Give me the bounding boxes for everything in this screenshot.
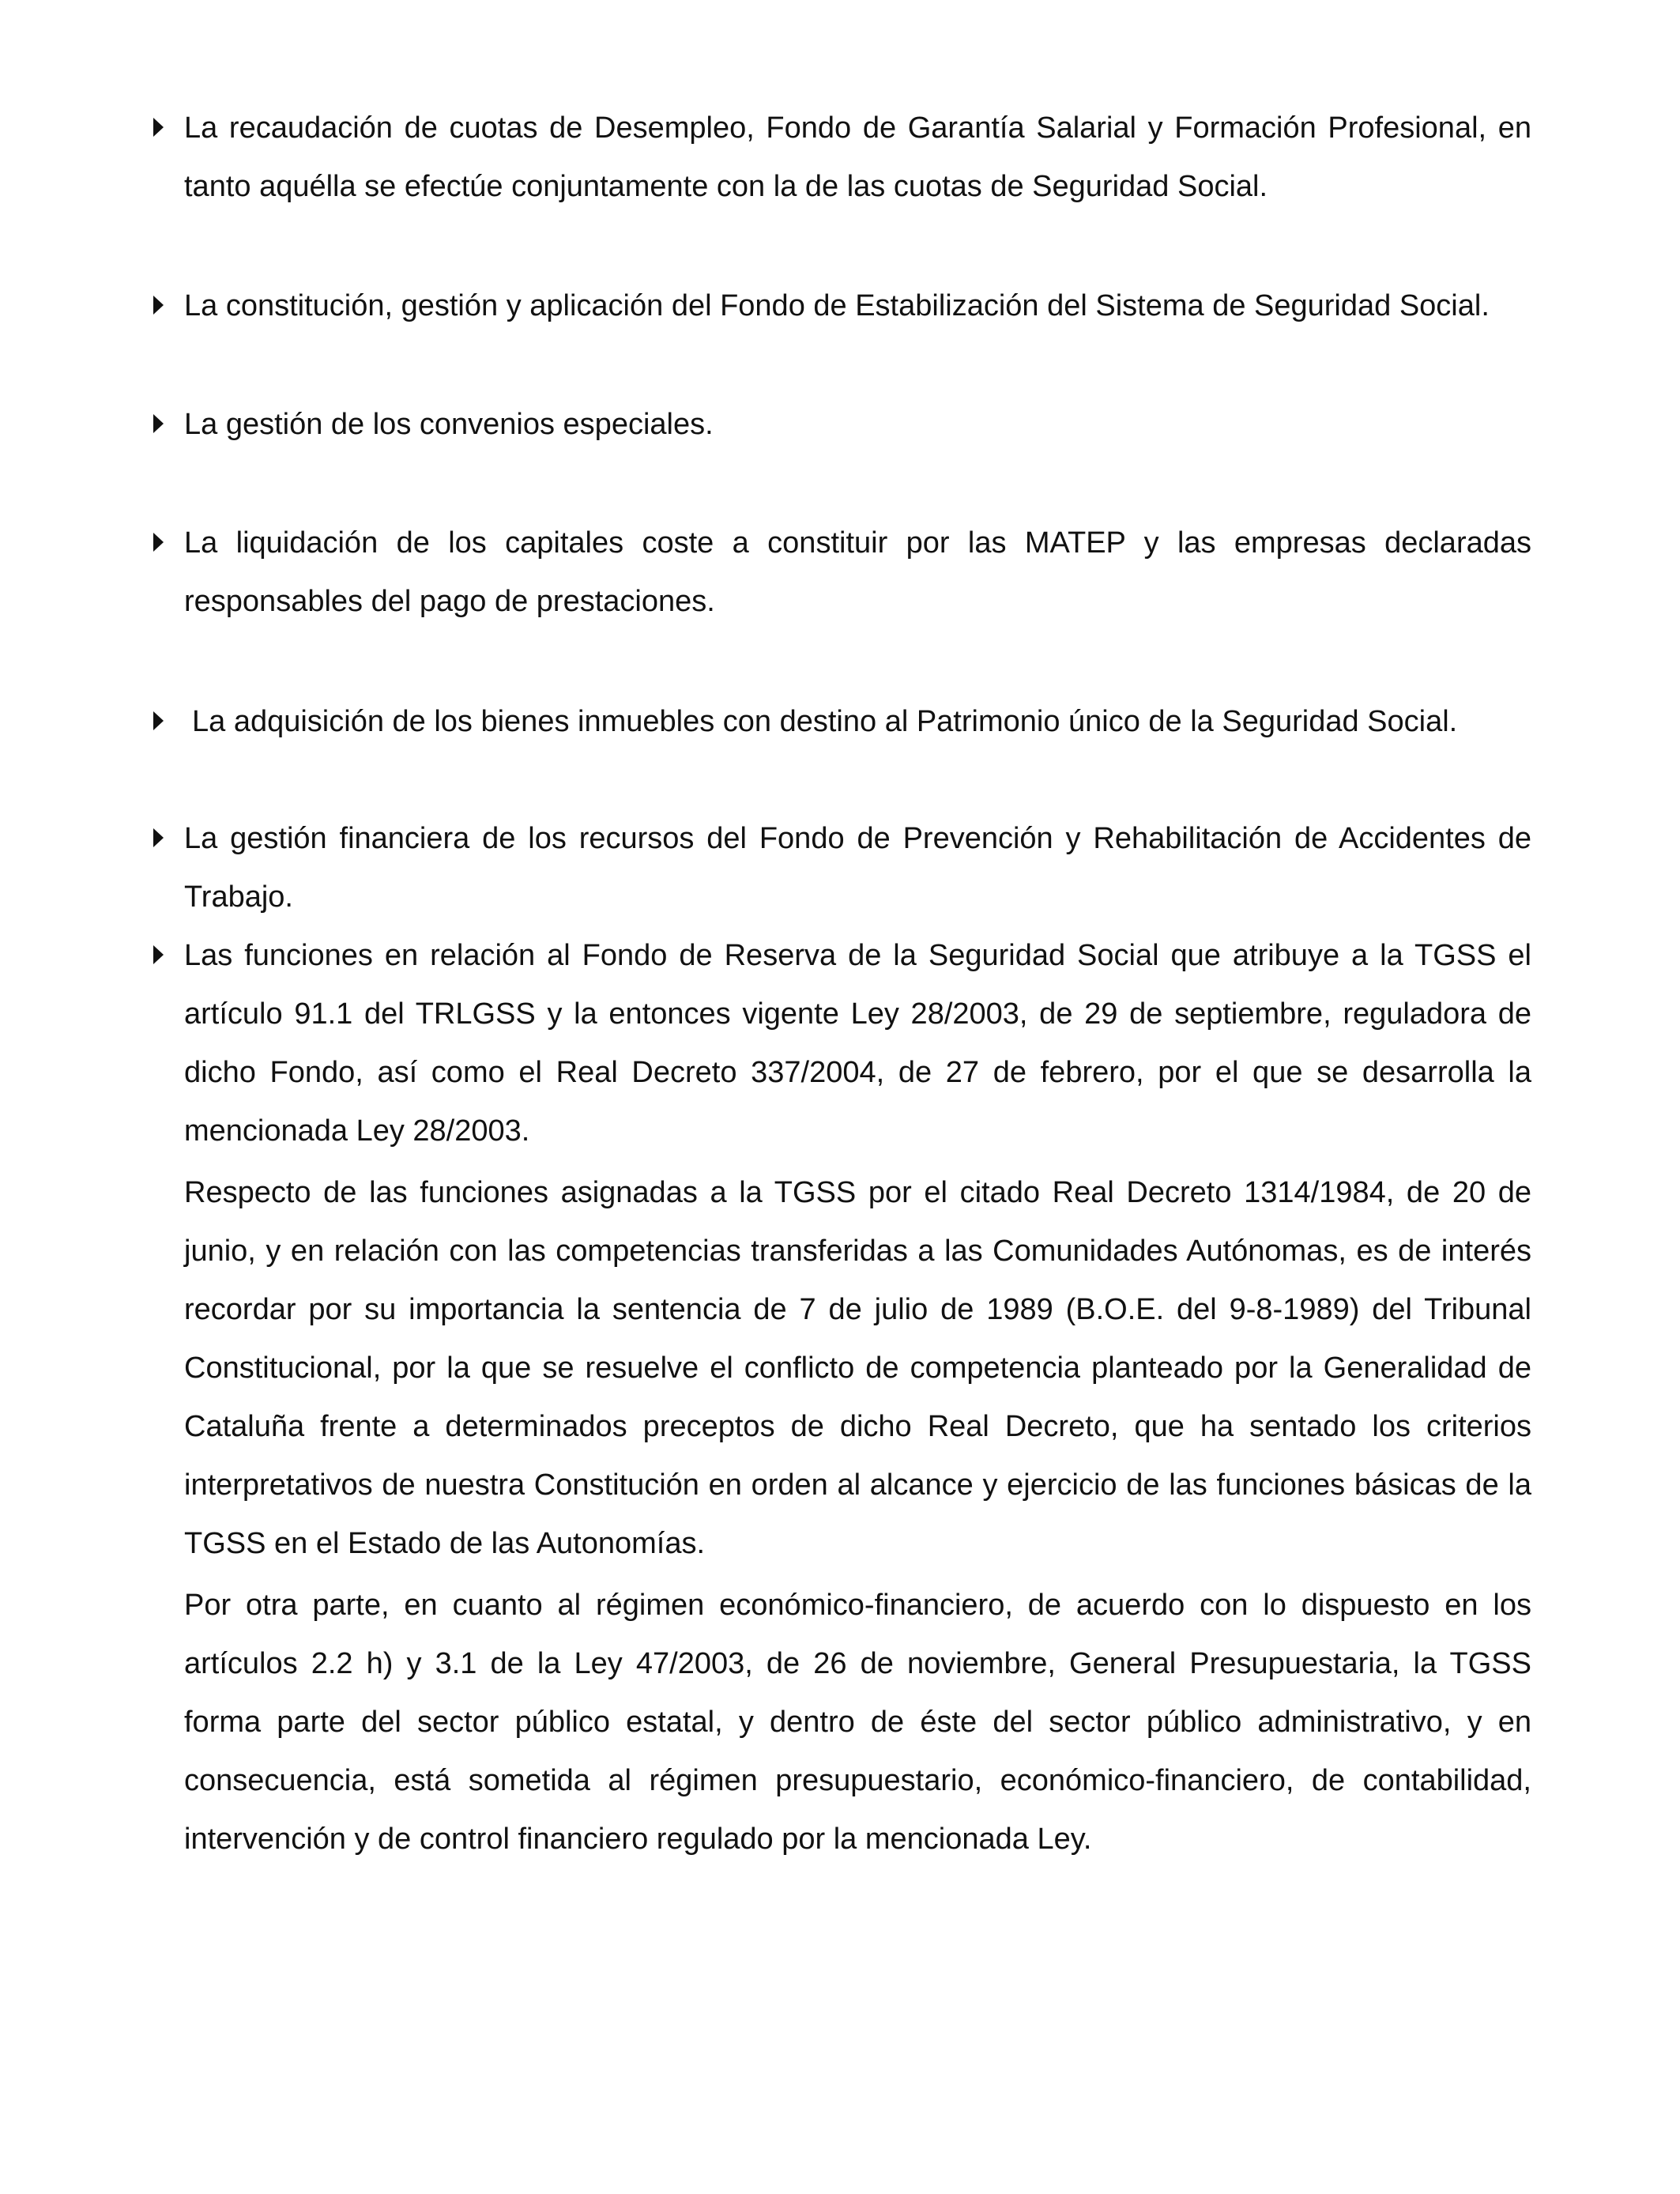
bullet-item-fondo-estabilizacion <box>156 277 1531 335</box>
bullet-text: Las funciones en relación al Fondo de Reserva de la Seguridad Social que atribuye a la TGSS el artículo 91.1 del TRLGSS y la entonces vigente Ley 28/2003, de 29 de septiembre, reguladora de dicho Fondo, así como el Real Decreto 337/2004, de 27 de febrero, por el que se desarrolla la mencionada Ley 28/2003. <box>184 939 1531 1148</box>
paragraph-funciones-tgss: Respecto de las funciones asignadas a la TGSS por el citado Real Decreto 1314/1984, de 20 de junio, y en relación con las competencias transferidas a las Comunidades Autónomas, es de interés recordar por su importancia la sentencia de 7 de julio de 1989 (B.O.E. del 9-8-1989) del Tribunal Constitucional, por la que se resuelve el conflicto de competencia planteado por la Generalidad de Cataluña frente a determinados preceptos de dicho Real Decreto, que ha sentado los criterios interpretativos de nuestra Constitución en orden al alcance y ejercicio de las funciones básicas de la TGSS en el Estado de las Autonomías. <box>184 1176 1531 1560</box>
bullet-item-adquisicion <box>156 692 1531 751</box>
triangle-bullet-icon <box>153 296 164 315</box>
bullet-text: La liquidación de los capitales coste a constituir por las MATEP y las empresas declaradas responsables del pago de prestaciones. <box>184 526 1531 618</box>
bullet-item-convenios <box>156 395 1531 454</box>
paragraph-regimen-economico: Por otra parte, en cuanto al régimen económico-financiero, de acuerdo con lo dispuesto en los artículos 2.2 h) y 3.1 de la Ley 47/2003, de 26 de noviembre, General Presupuestaria, la TGSS forma parte del sector público estatal, y dentro de éste del sector público administrativo, y en consecuencia, está sometida al régimen presupuestario, económico-financiero, de contabilidad, intervención y de control financiero regulado por la mencionada Ley. <box>184 1589 1531 1856</box>
bullet-item-fondo-reserva <box>156 926 1531 1160</box>
triangle-bullet-icon <box>153 945 164 964</box>
bullet-text: La constitución, gestión y aplicación del Fondo de Estabilización del Sistema de Seguridad Social. <box>184 289 1490 322</box>
bullet-text: La gestión financiera de los recursos del Fondo de Prevención y Rehabilitación de Accidentes de Trabajo. <box>184 822 1531 914</box>
bullet-item-liquidacion <box>156 514 1531 631</box>
bullet-text: La recaudación de cuotas de Desempleo, Fondo de Garantía Salarial y Formación Profesional, en tanto aquélla se efectúe conjuntamente con la de las cuotas de Seguridad Social. <box>184 111 1531 203</box>
triangle-bullet-icon <box>153 118 164 137</box>
triangle-bullet-icon <box>153 533 164 552</box>
triangle-bullet-icon <box>153 828 164 847</box>
bullet-item-recaudacion <box>156 99 1531 216</box>
bullet-text: La gestión de los convenios especiales. <box>184 408 714 441</box>
triangle-bullet-icon <box>153 414 164 433</box>
triangle-bullet-icon <box>153 711 164 730</box>
bullet-text: La adquisición de los bienes inmuebles con destino al Patrimonio único de la Seguridad Social. <box>192 705 1458 738</box>
bullet-item-gestion-financiera <box>156 809 1531 926</box>
